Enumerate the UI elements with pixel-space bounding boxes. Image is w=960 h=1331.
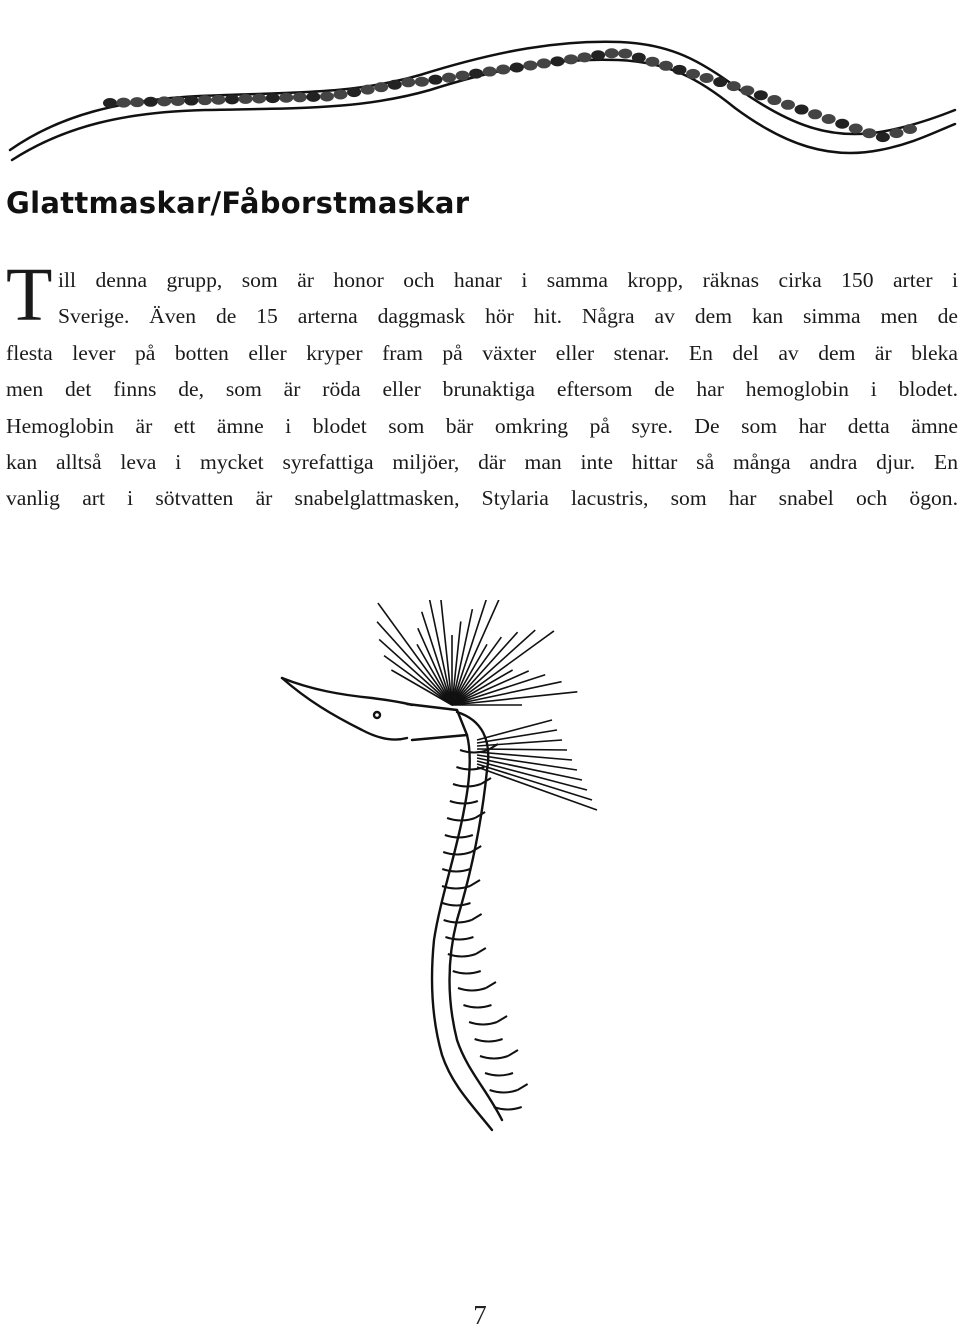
worm-illustration-top [0,0,960,185]
page-heading: Glattmaskar/Fåborstmaskar [6,186,470,220]
paragraph-line: Sverige. Även de 15 arterna daggmask hör hit. Några av dem kan simma men de [58,304,958,329]
paragraph-line: Hemoglobin är ett ämne i blodet som bär omkring på syre. De som har detta ämne [6,413,958,438]
paragraph-line: flesta lever på botten eller kryper fram på växter eller stenar. En del av dem är bleka [6,340,958,365]
stylaria-illustration [252,600,662,1160]
page-number: 7 [473,1300,487,1330]
paragraph-line: vanlig art i sötvatten är snabelglattmasken, Stylaria lacustris, som har snabel och ögon. [6,486,958,511]
body-paragraph [6,253,958,517]
paragraph-line: ill denna grupp, som är honor och hanar i samma kropp, räknas cirka 150 arter i [58,268,958,292]
paragraph-line: men det finns de, som är röda eller brunaktiga eftersom de har hemoglobin i blodet. [6,377,958,402]
drop-cap: T [6,253,53,337]
paragraph-line: kan alltså leva i mycket syrefattiga miljöer, där man inte hittar så många andra djur. En [6,449,958,474]
